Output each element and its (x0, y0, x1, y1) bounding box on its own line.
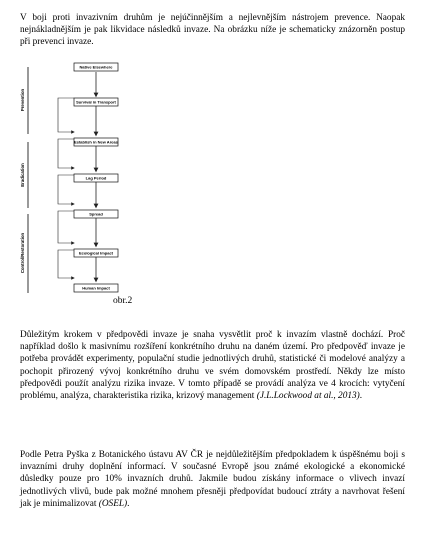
stage-label: Ecological Impact (78, 250, 114, 256)
lockwood-citation: (J.L.Lockwood at al., 2013) (256, 391, 360, 402)
pysek-text: Podle Petra Pyška z Botanického ústavu AV ČR je nejdůležitějším předpokladem k úspěšnému boji s invazními druhy doplnění informací. V současné Evropě jsou známé ekologické a ekonomické důsledky pouze pro 10% invazních druhů. Jakmile budou získány informace o vlivech invazí jednotlivých vlivů, bude pak možné mnohem přesněji předpovídat budoucí ztráty a navrhovat řešení jak je minimalizovat (20, 450, 405, 509)
stage-label: Spread (89, 211, 103, 217)
osel-citation: (OSEL) (98, 498, 128, 509)
phase-label: Prevention (20, 88, 25, 112)
phase-label: Control/Restoration (20, 232, 25, 274)
phase-label: Eradication (20, 163, 25, 187)
prediction-end: . (359, 391, 363, 402)
invasion-process-diagram (18, 62, 144, 298)
prediction-text: Důležitým krokem v předpovědi invaze je snaha vysvětlit proč k invazím vlastně dochází. Proč například došlo k masivnímu rozšíření konkrétního druhu na daném území. Pro předpověď invaze je potřeba provádět experimenty, populační studie jednotlivých druhů, statistické či modelové analýzy a pochopit přirozený vývoj konkrétního druhu ve svém domovském prostředí. Někdy lze místo předpovědi použít analýzu rizika invaze. V tomto případě se provádí analýza ve 4 krocích: vytyčení problému, analýza, charakteristika rizika, krizový management (20, 330, 405, 402)
pysek-paragraph (20, 449, 405, 510)
prediction-paragraph (20, 329, 405, 402)
pysek-end: . (127, 498, 130, 509)
figure-caption: obr.2 (113, 296, 133, 306)
stage-label: Establish in New Areas (74, 139, 118, 145)
stage-label: Human Impact (82, 285, 110, 291)
intro-paragraph: V boji proti invazivním druhům je nejúčinnějším a nejlevnějším nástrojem prevence. Naopak nejnákladnějším je pak likvidace následků invaze. Na obrázku níže je schematicky znázorněn postup při prevenci invaze. (20, 13, 405, 48)
stage-label: Survival in Transport (76, 99, 116, 105)
stage-label: Lag Period (85, 175, 107, 181)
stage-label: Native Elsewhere (79, 64, 113, 70)
